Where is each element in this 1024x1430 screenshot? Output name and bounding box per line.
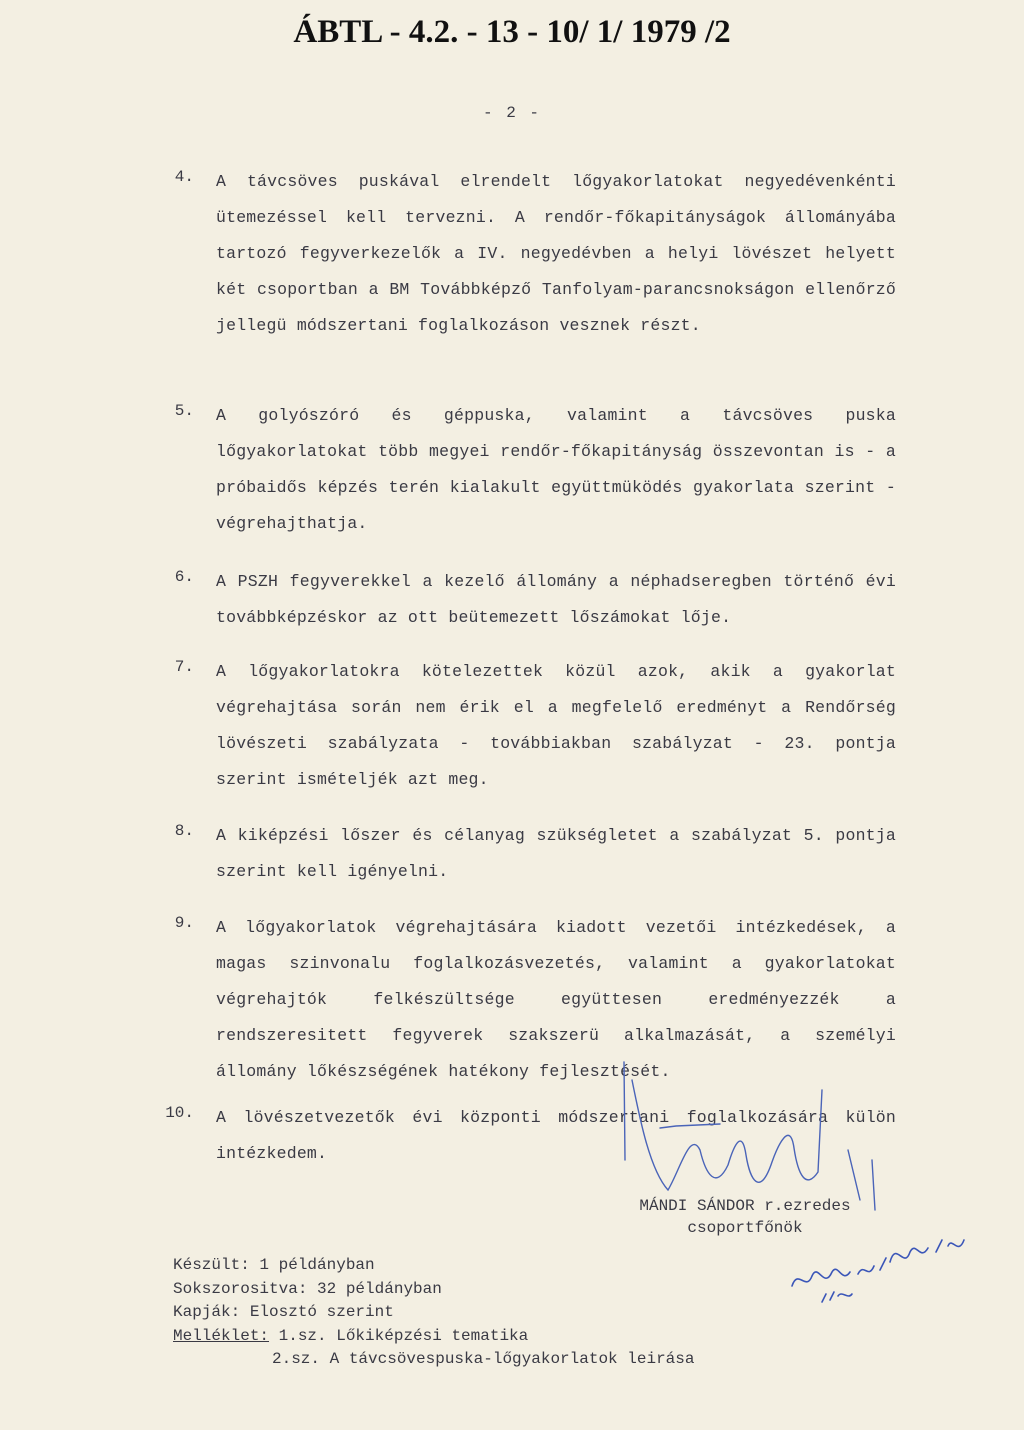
handwritten-note xyxy=(792,1240,964,1302)
item-number: 4. xyxy=(174,168,194,186)
attachment-label: Melléklet: xyxy=(173,1326,270,1345)
item-text: A kiképzési lőszer és célanyag szükségletet a szabályzat 5. pontja szerint kell igényelni. xyxy=(216,826,896,881)
signatory-name: MÁNDI SÁNDOR r.ezredes xyxy=(639,1197,851,1215)
item-number: 9. xyxy=(174,914,194,932)
item-text: A távcsöves puskával elrendelt lőgyakorlatokat negyedévenkénti ütemezéssel kell tervezni. A rendőr-főkapitányságok állományába tartozó fegyverkezelők a IV. negyedévben a helyi lövészet helyett két csoportban a BM Továbbképző Tanfolyam-parancsnokságon ellenőrző jellegü módszertani foglalkozáson vesznek részt. xyxy=(216,172,896,335)
item-number: 5. xyxy=(174,402,194,420)
signatory-title: csoportfőnök xyxy=(687,1219,803,1237)
signature-block xyxy=(615,1195,875,1239)
item-text: A lövészetvezetők évi központi módszertani foglalkozására külön intézkedem. xyxy=(216,1108,896,1163)
distribution-block xyxy=(173,1254,733,1372)
attachment-1: 1.sz. Lőkiképzési tematika xyxy=(269,1326,529,1345)
item-text: A lőgyakorlatokra kötelezettek közül azok, akik a gyakorlat végrehajtása során nem érik el a megfelelő eredményt a Rendőrség lövészeti szabályzata - továbbiakban szabályzat - 23. pontja szerint ismételjék azt meg. xyxy=(216,662,896,789)
item-number: 6. xyxy=(174,568,194,586)
item-text: A lőgyakorlatok végrehajtására kiadott vezetői intézkedések, a magas szinvonalu foglalkozásvezetés, valamint a gyakorlatokat végrehajtók felkészültsége együttesen eredményezzék a rendszeresitett fegyverek szakszerü alkalmazását, a személyi állomány lőkészségének hatékony fejlesztését. xyxy=(216,918,896,1081)
item-number: 8. xyxy=(174,822,194,840)
copies-note: Sokszorositva: 32 példányban xyxy=(173,1279,442,1298)
distribution-note: Kapják: Elosztó szerint xyxy=(173,1303,394,1321)
item-number: 10. xyxy=(165,1104,194,1122)
attachment-2: 2.sz. A távcsövespuska-lőgyakorlatok leirása xyxy=(272,1350,695,1368)
item-text: A PSZH fegyverekkel a kezelő állomány a néphadseregben történő évi továbbképzéskor az ott beütemezett lőszámokat lője. xyxy=(216,572,896,627)
attachment-line-1 xyxy=(173,1325,733,1349)
item-number: 7. xyxy=(174,658,194,676)
page-number: - 2 - xyxy=(482,104,541,122)
archive-reference: ÁBTL - 4.2. - 13 - 10/ 1/ 1979 /2 xyxy=(293,14,731,50)
made-note: Készült: 1 példányban xyxy=(173,1256,375,1274)
item-text: A golyószóró és géppuska, valamint a távcsöves puska lőgyakorlatokat több megyei rendőr-főkapitányság összevontan is - a próbaidős képzés terén kialakult együttmüködés gyakorlata szerint - végrehajthatja. xyxy=(216,406,896,533)
